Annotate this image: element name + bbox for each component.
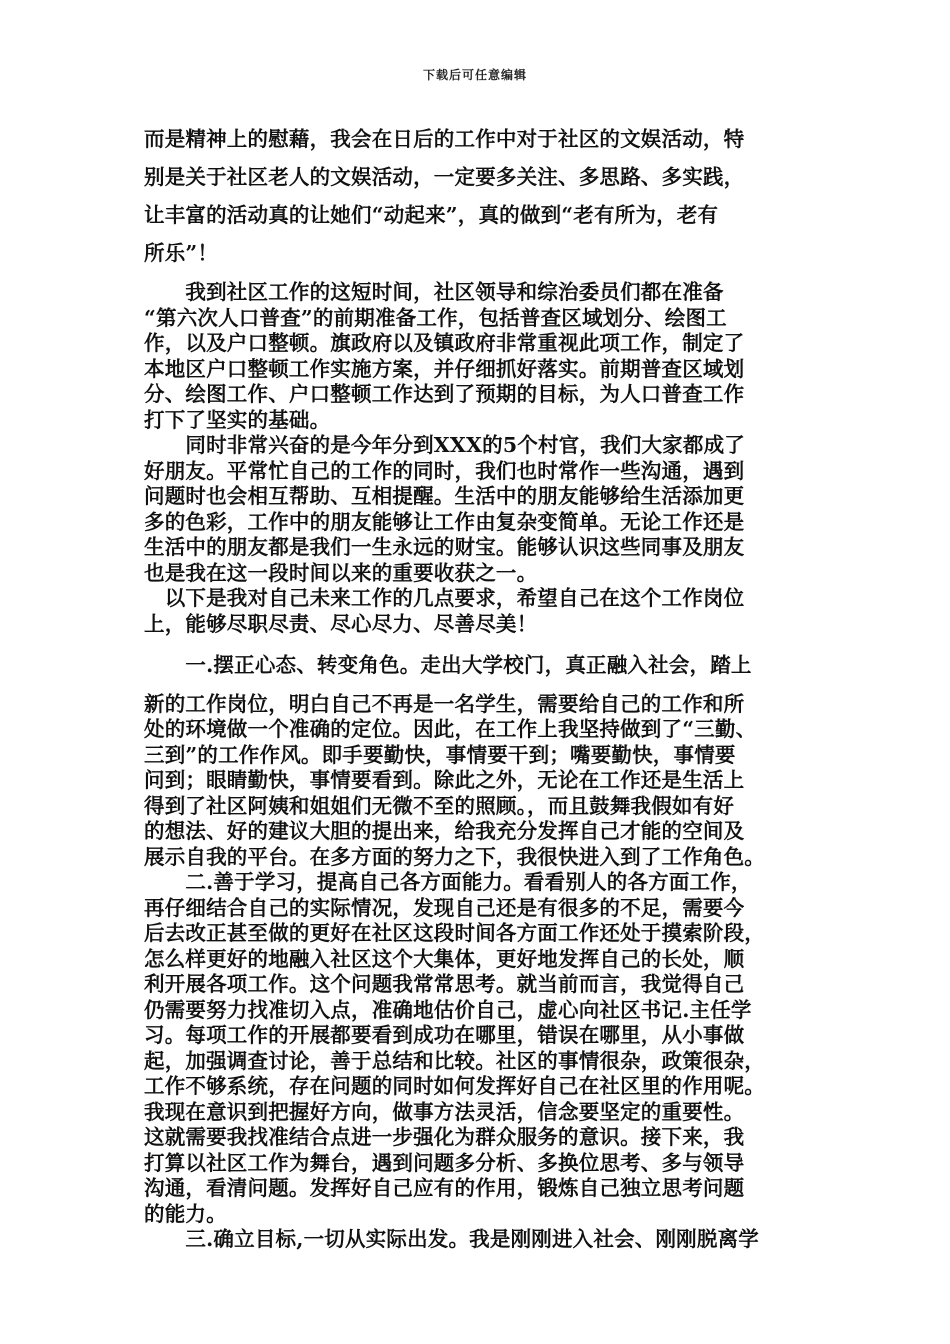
document-body (144, 120, 809, 1253)
text-line: 展示自我的平台。在多方面的努力之下，我很快进入到了工作角色。 (144, 844, 765, 869)
text-line: 起，加强调查讨论，善于总结和比较。社区的事情很杂，政策很杂， (144, 1048, 765, 1073)
text-line: 处的环境做一个准确的定位。因此，在工作上我坚持做到了“三勤、 (144, 717, 757, 741)
text-line: 三到”的工作作风。即手要勤快，事情要干到；嘴要勤快，事情要 (144, 742, 736, 767)
text-line: 二.善于学习，提高自己各方面能力。看看别人的各方面工作， (144, 870, 752, 894)
text-line: 问到；眼睛勤快，事情要看到。除此之外，无论在工作还是生活上 (144, 768, 745, 792)
text-line: 的想法、好的建议大胆的提出来，给我充分发挥自己才能的空间及 (144, 819, 745, 843)
text-line: 我现在意识到把握好方向，做事方法灵活，信念要坚定的重要性。 (144, 1099, 745, 1124)
text-line: 后去改正甚至做的更好在社区这段时间各方面工作还处于摸索阶段， (144, 921, 765, 945)
text-line: 同时非常兴奋的是今年分到XXX的5个村官，我们大家都成了 (144, 433, 745, 457)
text-line: 三.确立目标,一切从实际出发。我是刚刚进入社会、刚刚脱离学 (144, 1227, 759, 1251)
text-line: 而是精神上的慰藉，我会在日后的工作中对于社区的文娱活动，特 (144, 127, 745, 151)
text-line: 打算以社区工作为舞台，遇到问题多分析、多换位思考、多与领导 (144, 1150, 745, 1175)
text-line: 作，以及户口整顿。旗政府以及镇政府非常重视此项工作，制定了 (144, 331, 745, 355)
text-line: 问题时也会相互帮助、互相提醒。生活中的朋友能够给生活添加更 (144, 484, 745, 508)
text-line: “第六次人口普查”的前期准备工作，包括普查区域划分、绘图工 (144, 305, 727, 330)
text-line: 我到社区工作的这短时间，社区领导和综治委员们都在准备 (144, 280, 724, 304)
text-line: 得到了社区阿姨和姐姐们无微不至的照顾。，而且鼓舞我假如有好 (144, 793, 735, 818)
text-line: 以下是我对自己未来工作的几点要求，希望自己在这个工作岗位 (144, 586, 745, 610)
text-line: 别是关于社区老人的文娱活动，一定要多关注、多思路、多实践， (144, 165, 745, 189)
text-line: 沟通，看清问题。发挥好自己应有的作用，锻炼自己独立思考问题 (144, 1176, 745, 1200)
text-line: 分、绘图工作、户口整顿工作达到了预期的目标，为人口普查工作 (144, 382, 745, 406)
text-line: 一.摆正心态、转变角色。走出大学校门，真正融入社会，踏上 (144, 653, 752, 677)
text-line: 仍需要努力找准切入点，准确地估价自己，虚心向社区书记.主任学 (144, 997, 752, 1022)
text-line: 所乐”！ (144, 241, 219, 265)
text-line: 的能力。 (144, 1201, 227, 1226)
text-line: 工作不够系统，存在问题的同时如何发挥好自己在社区里的作用呢。 (144, 1074, 765, 1098)
text-line: 利开展各项工作。这个问题我常常思考。就当前而言，我觉得自己 (144, 972, 745, 996)
text-line: 怎么样更好的地融入社区这个大集体，更好地发挥自己的长处，顺 (144, 946, 745, 971)
text-line: 再仔细结合自己的实际情况，发现自己还是有很多的不足，需要今 (144, 895, 745, 920)
text-line: 本地区户口整顿工作实施方案，并仔细抓好落实。前期普查区域划 (144, 356, 745, 381)
text-line: 上，能够尽职尽责、尽心尽力、尽善尽美！ (144, 611, 538, 636)
text-line: 让丰富的活动真的让她们“动起来”，真的做到“老有所为，老有 (144, 203, 719, 227)
text-line: 好朋友。平常忙自己的工作的同时，我们也时常作一些沟通，遇到 (144, 458, 745, 483)
text-line: 打下了坚实的基础。 (144, 407, 331, 432)
text-line: 新的工作岗位，明白自己不再是一名学生，需要给自己的工作和所 (144, 691, 745, 716)
text-line: 多的色彩，工作中的朋友能够让工作由复杂变简单。无论工作还是 (144, 509, 745, 534)
text-line: 这就需要我找准结合点进一步强化为群众服务的意识。接下来，我 (144, 1125, 745, 1149)
text-line: 习。每项工作的开展都要看到成功在哪里，错误在哪里，从小事做 (144, 1023, 745, 1047)
page-header: 下载后可任意编辑 (422, 68, 527, 82)
text-line: 也是我在这一段时间以来的重要收获之一。 (144, 560, 538, 585)
text-line: 生活中的朋友都是我们一生永远的财宝。能够认识这些同事及朋友 (144, 535, 745, 559)
